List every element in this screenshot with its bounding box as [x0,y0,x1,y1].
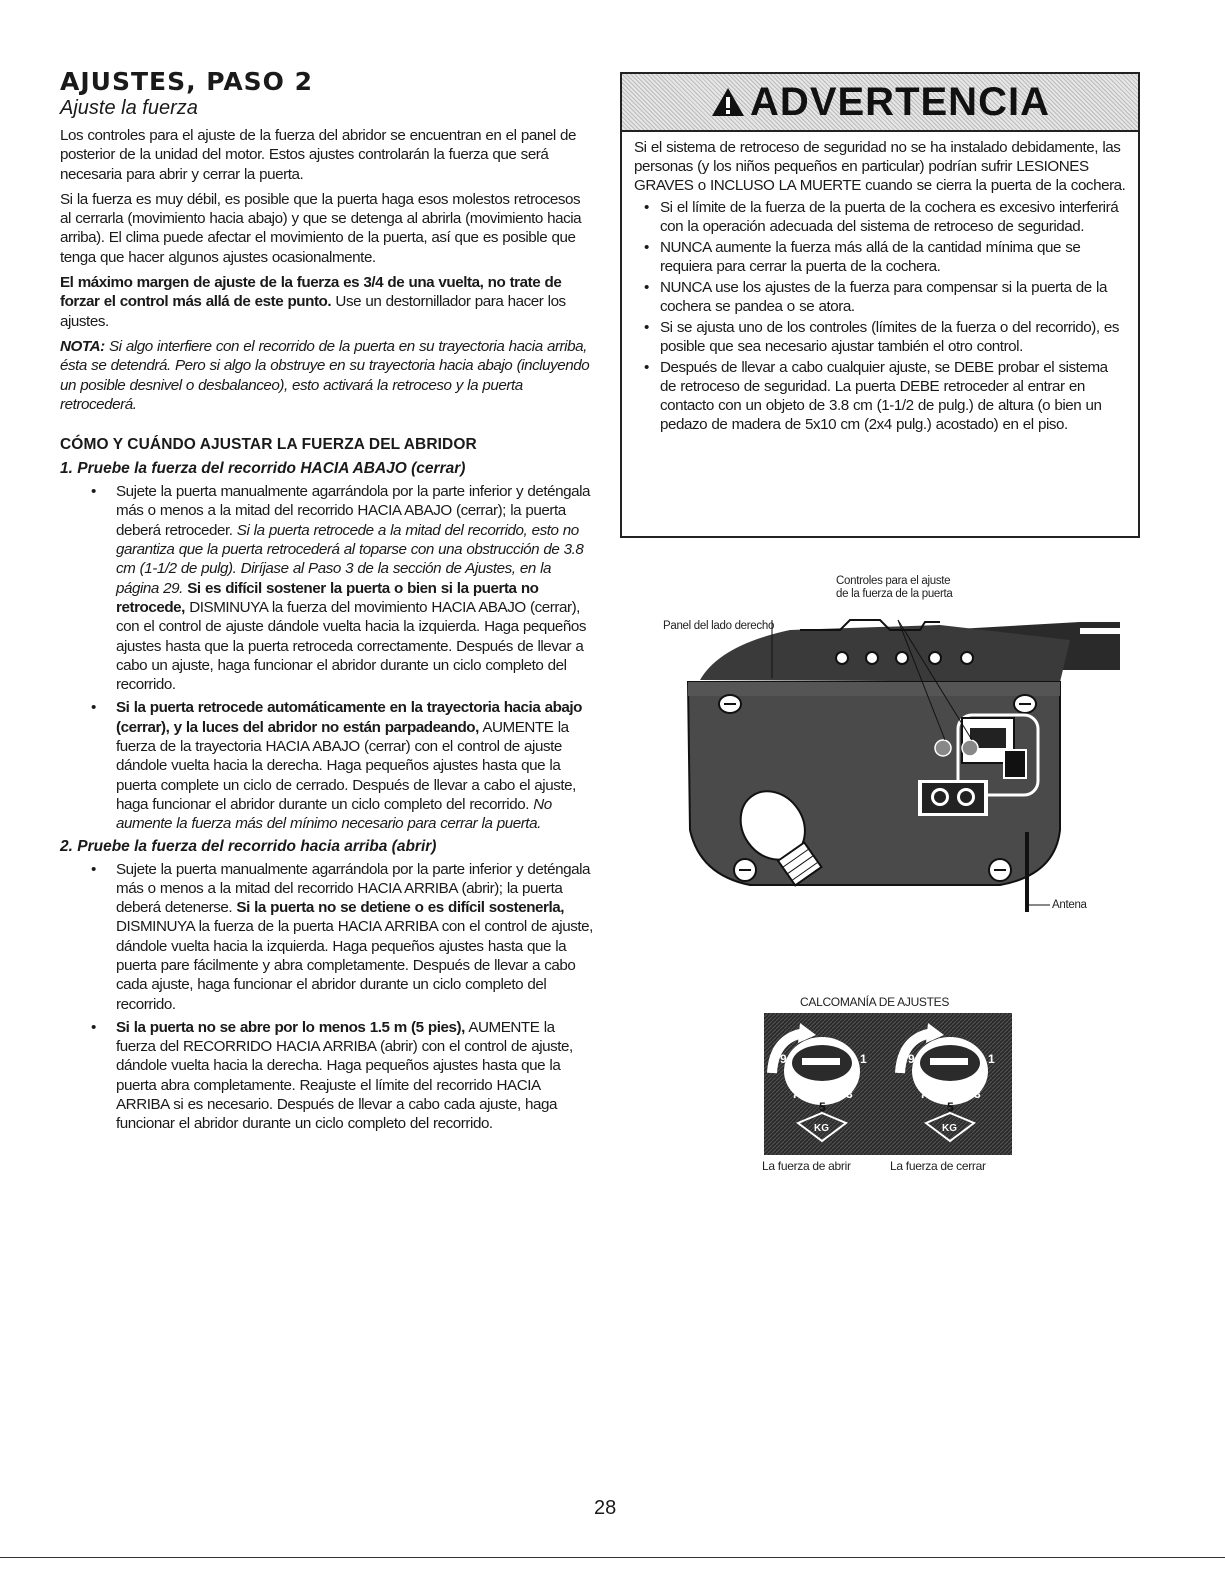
list-item: • Sujete la puerta manualmente agarrándola por la parte inferior y deténgala más o menos a la mitad del recorrido HACIA ABAJO (cerrar); la puerta deberá retroceder. Si la puerta retrocede a la mitad del recorrido, esto no garantiza que la puerta retrocederá al toparse con una obstrucción de 3.8 cm (1-1/2 de pulg). Diríjase al Paso 3 de la sección de Ajustes, en la página 29. Si es difícil sostener la puerta o bien si la puerta no retrocede, DISMINUYA la fuerza del movimiento HACIA ABAJO (cerrar), con el control de ajuste dándole vuelta hacia la izquierda. Haga pequeños ajustes hasta que la puerta retroceda correctamente. Después de llevar a cabo un ajuste, haga funcionar el abridor durante un ciclo completo del recorrido. [91,483,591,694]
intro-paragraph-2: Si la fuerza es muy débil, es posible que la puerta haga esos molestos retrocesos al cerrarla (movimiento hacia abajo) y que se detenga al abrirla (movimiento hacia arriba). El clima puede afectar el movimiento de la puerta, así que es posible que tenga que hacer algunos ajustes ocasionalmente. [60,190,582,266]
warning-item-text: Si el límite de la fuerza de la puerta de la cochera es excesivo interferirá con la operación adecuada del sistema de retroceso de seguridad. [660,199,1119,235]
page-heading: AJUSTES, PASO 2 [60,67,314,96]
step2-b2-text: AUMENTE la fuerza del RECORRIDO HACIA ARRIBA (abrir) con el control de ajuste, dándole vuelta hacia la derecha. Haga pequeños ajustes hasta que la puerta abra completamente. Reajuste el límite del recorrido HACIA ARRIBA si es necesario. Después de llevar a cabo cada ajuste, haga funcionar el abridor durante un ciclo completo del recorrido. [116,1018,573,1133]
warning-item-text: NUNCA use los ajustes de la fuerza para compensar si la puerta de la cochera se pandea o se atora. [660,279,1107,315]
list-item: • Sujete la puerta manualmente agarrándola por la parte inferior y deténgala más o menos a la mitad del recorrido HACIA ARRIBA (abrir); la puerta deberá detenerse. Si la puerta no se detiene o es difícil sostenerla, DISMINUYA la fuerza de la puerta HACIA ARRIBA con el control de ajuste, dándole vuelta hacia la izquierda. Haga pequeños ajustes hasta que la puerta pare fácilmente y abra completamente. Después de llevar a cabo cada ajuste, haga funcionar el abridor durante un ciclo completo del recorrido. [91,860,593,1013]
step1-b1-bold: Si es difícil sostener la puerta o bien si la puerta no retrocede, [116,579,539,616]
step2-b1-text: Sujete la puerta manualmente agarrándola por la parte inferior y deténgala más o menos a la mitad del recorrido HACIA ARRIBA (abrir); la puerta deberá detenerse. [116,860,591,917]
page-number: 28 [594,1497,617,1519]
left-column [60,68,595,1138]
intro-paragraph-3 [60,273,595,331]
antenna-label: Antena [1052,899,1087,911]
kg-right: KG [942,1123,957,1134]
warning-item: • NUNCA use los ajustes de la fuerza para compensar si la puerta de la cochera se pandea o se atora. [644,279,1107,315]
controls-label-line-2: de la fuerza de la puerta [836,588,953,600]
step2-b1-bold: Si la puerta no se detiene o es difícil sostenerla, [232,899,565,917]
warning-item-text: Si se ajusta uno de los controles (límites de la fuerza o del recorrido), es posible que sea necesario ajustar también el otro control. [660,319,1120,355]
nota-label: NOTA: [60,337,105,355]
warning-triangle-icon [710,86,746,118]
section-title: CÓMO Y CUÁNDO AJUSTAR LA FUERZA DEL ABRIDOR [60,436,477,454]
dial-right-num-5: 5 [947,1100,954,1114]
step1-b2-italic: No aumente la fuerza más del mínimo necesario para cerrar la puerta. [116,795,552,833]
dial-left-num-9: 9 [780,1052,787,1066]
warning-item: • Si se ajusta uno de los controles (límites de la fuerza o del recorrido), es posible que sea necesario ajustar también el otro control. [644,319,1120,355]
dial-right-num-1: 1 [988,1052,995,1066]
step-2-title: 2. Pruebe la fuerza del recorrido hacia arriba (abrir) [60,837,437,855]
adjustment-decal [764,1013,1012,1155]
decal-caption-close: La fuerza de cerrar [890,1159,986,1173]
dial-left-num-1: 1 [860,1052,867,1066]
step1-b1-rest: DISMINUYA la fuerza del movimiento HACIA ABAJO (cerrar), con el control de ajuste dándole vuelta hacia la izquierda. Haga pequeños ajustes hasta que la puerta retroceda correctamente. Después de llevar a cabo un ajuste, haga funcionar el abridor durante un ciclo completo del recorrido. [116,598,586,694]
step1-b2-text: AUMENTE la fuerza de la trayectoria HACIA ABAJO (cerrar) con el control de ajuste dándole vuelta hacia la derecha. Haga pequeños ajustes hasta que la puerta complete un ciclo de cerrado. Después de llevar a cabo el ajuste, haga funcionar el abridor durante un ciclo completo del recorrido. [116,718,576,813]
warning-box [620,72,1140,538]
step1-b1-text: Sujete la puerta manualmente agarrándola por la parte inferior y deténgala más o menos a la mitad del recorrido HACIA ABAJO (cerrar); la puerta deberá retroceder. [116,483,591,539]
step-1-title: 1. Pruebe la fuerza del recorrido HACIA ABAJO (cerrar) [60,460,466,478]
warning-body [622,132,1138,434]
dial-left-num-7: 7 [792,1087,799,1101]
dial-right-num-3: 3 [974,1087,981,1101]
decal-caption-open: La fuerza de abrir [762,1159,851,1173]
controls-label [836,575,953,601]
warning-item-text: Después de llevar a cabo cualquier ajuste, se DEBE probar el sistema de retroceso de seguridad. La puerta DEBE retroceder al entrar en contacto con un objeto de 3.8 cm (1-1/2 de pulg.) de altura (o bien un pedazo de madera de 5x10 cm (2x4 pulg.) acostado) en el piso. [660,359,1108,433]
page-subheading: Ajuste la fuerza [60,97,198,119]
kg-left: KG [814,1123,829,1134]
controls-label-line-1: Controles para el ajuste [836,575,951,587]
warning-item: • Después de llevar a cabo cualquier ajuste, se DEBE probar el sistema de retroceso de seguridad. La puerta DEBE retroceder al entrar en contacto con un objeto de 3.8 cm (1-1/2 de pulg.) de altura (o bien un pedazo de madera de 5x10 cm (2x4 pulg.) acostado) en el piso. [644,359,1108,433]
step1-b1-italic: Si la puerta retrocede a la mitad del recorrido, esto no garantiza que la puerta retrocederá al toparse con una obstrucción de 3.8 cm (1-1/2 de pulg). Diríjase al Paso 3 de la sección de Ajustes, en la página 29. [116,521,584,597]
warning-item: • Si el límite de la fuerza de la puerta de la cochera es excesivo interferirá con la operación adecuada del sistema de retroceso de seguridad. [644,199,1119,235]
max-adjust-note: El máximo margen de ajuste de la fuerza es 3/4 de una vuelta, no trate de forzar el control más allá de este punto. [60,274,562,311]
intro-paragraph-1: Los controles para el ajuste de la fuerza del abridor se encuentran en el panel de posterior de la unidad del motor. Estos ajustes controlarán la fuerza que será necesaria para abrir y cerrar la puerta. [60,127,577,183]
list-item: • Si la puerta retrocede automáticamente en la trayectoria hacia abajo (cerrar), y la luces del abridor no están parpadeando, AUMENTE la fuerza de la trayectoria HACIA ABAJO (cerrar) con el control de ajuste dándole vuelta hacia la derecha. Haga pequeños ajustes hasta que la puerta complete un ciclo de cerrado. Después de llevar a cabo el ajuste, haga funcionar el abridor durante un ciclo completo del recorrido. No aumente la fuerza más del mínimo necesario para cerrar la puerta. [91,699,582,833]
motor-unit-illustration [640,600,1120,930]
warning-item-text: NUNCA aumente la fuerza más allá de la cantidad mínima que se requiera para cerrar la puerta de la cochera. [660,239,1081,275]
dial-left-num-3: 3 [846,1087,853,1101]
dial-right-num-7: 7 [920,1087,927,1101]
step2-b2-bold: Si la puerta no se abre por lo menos 1.5 m (5 pies), [116,1018,465,1036]
panel-label: Panel del lado derecho [663,620,775,632]
nota-text: Si algo interfiere con el recorrido de la puerta en su trayectoria hacia arriba, ésta se detendrá. Pero si algo la obstruye en su trayectoria hacia abajo (incluyendo un posible desnivel o desbalanceo), esto activará la retroceso y la puerta retrocederá. [60,337,590,413]
step-1-list [60,482,595,833]
step-2-list [60,860,595,1134]
dial-right-num-9: 9 [908,1052,915,1066]
warning-title: ADVERTENCIA [750,79,1050,124]
step1-b2-bold: Si la puerta retrocede automáticamente en la trayectoria hacia abajo (cerrar), y la luces del abridor no están parpadeando, [116,699,582,736]
bottom-rule [0,1557,1225,1558]
warning-list [634,198,1126,434]
dial-left-num-5: 5 [819,1100,826,1114]
decal-title: CALCOMANÍA DE AJUSTES [800,995,950,1009]
warning-intro: Si el sistema de retroceso de seguridad no se ha instalado debidamente, las personas (y los niños pequeños en particular) podrían sufrir LESIONES GRAVES o INCLUSO LA MUERTE cuando se cierra la puerta de la cochera. [634,139,1126,194]
max-adjust-rest: Use un destornillador para hacer los ajustes. [60,293,566,330]
warning-item: • NUNCA aumente la fuerza más allá de la cantidad mínima que se requiera para cerrar la puerta de la cochera. [644,239,1081,275]
nota-paragraph [60,337,595,414]
step2-b1-rest: DISMINUYA la fuerza de la puerta HACIA ARRIBA con el control de ajuste, dándole vuelta hacia la izquierda. Haga pequeños ajustes hasta que la puerta pare fácilmente y abra completamente. Después de llevar a cabo cada ajuste, haga funcionar el abridor durante un ciclo completo del recorrido. [116,918,593,1013]
warning-header [622,74,1138,132]
list-item: • Si la puerta no se abre por lo menos 1.5 m (5 pies), AUMENTE la fuerza del RECORRIDO HACIA ARRIBA (abrir) con el control de ajuste, dándole vuelta hacia la derecha. Haga pequeños ajustes hasta que la puerta abra completamente. Reajuste el límite del recorrido HACIA ARRIBA si es necesario. Después de llevar a cabo cada ajuste, haga funcionar el abridor durante un ciclo completo del recorrido. [91,1018,573,1133]
